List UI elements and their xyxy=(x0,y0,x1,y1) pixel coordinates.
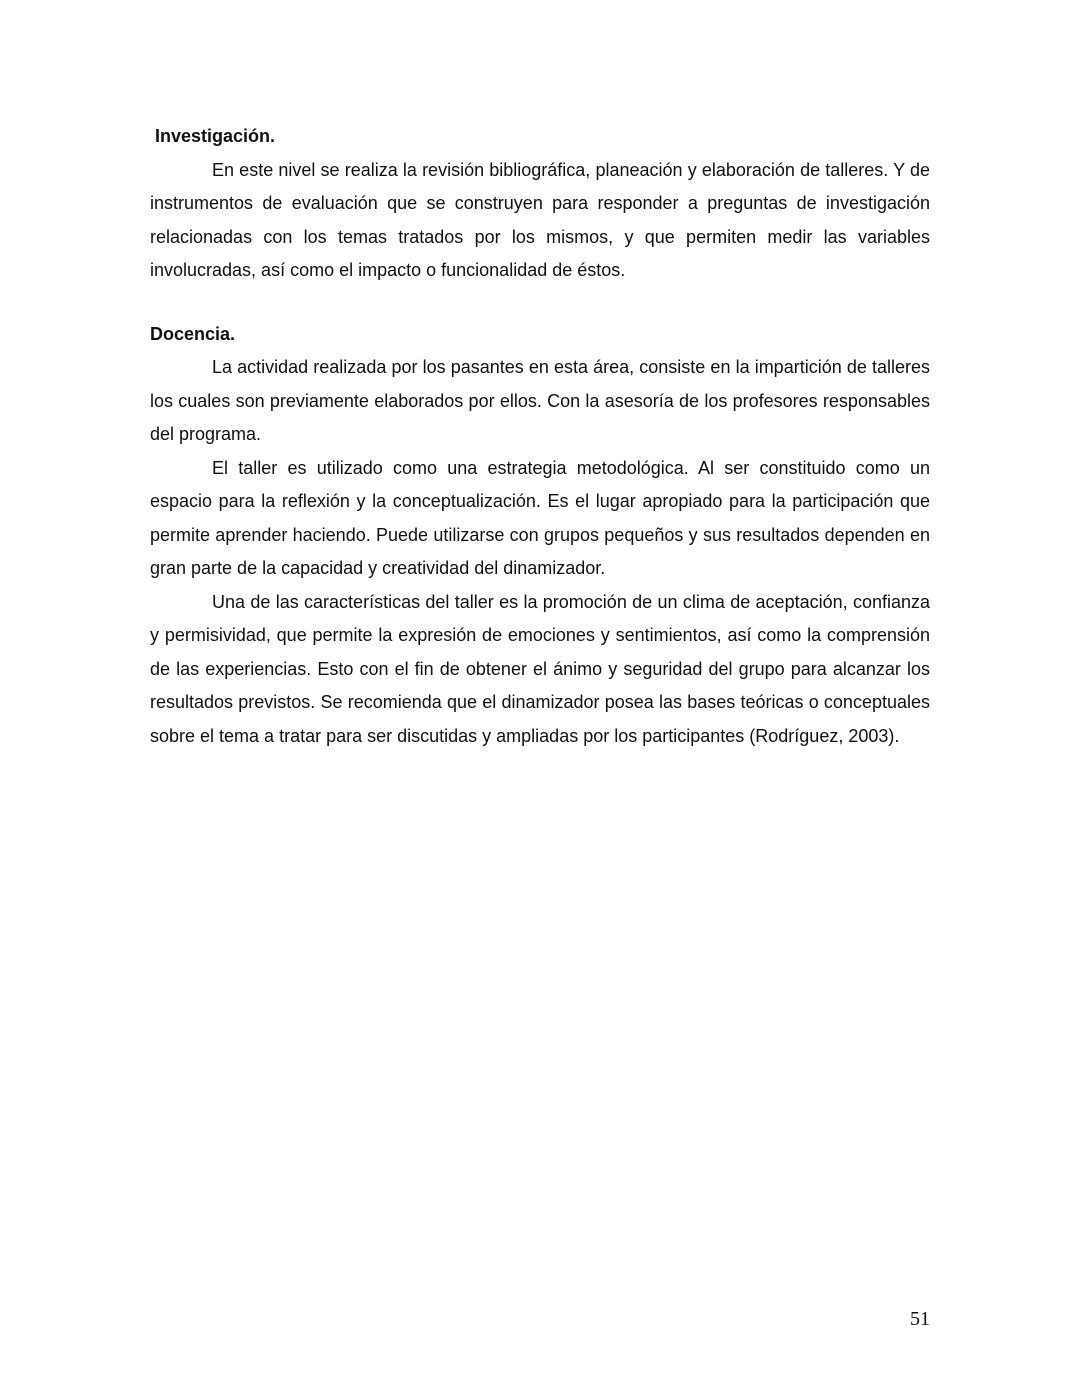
section-heading-docencia: Docencia. xyxy=(150,323,236,344)
page-number: 51 xyxy=(910,1308,930,1330)
paragraph-docencia-1: La actividad realizada por los pasantes en esta área, consiste en la impartición de talleres los cuales son previamente elaborados por ellos. Con la asesoría de los profesores responsables del programa. xyxy=(150,357,930,444)
section-docencia xyxy=(150,318,930,754)
section-spacer xyxy=(150,288,930,318)
paragraph-docencia-3: Una de las características del taller es la promoción de un clima de aceptación, confianza y permisividad, que permite la expresión de emociones y sentimientos, así como la comprensión de las experiencias. Esto con el fin de obtener el ánimo y seguridad del grupo para alcanzar los resultados previstos. Se recomienda que el dinamizador posea las bases teóricas o conceptuales sobre el tema a tratar para ser discutidas y ampliadas por los participantes (Rodríguez, 2003). xyxy=(150,591,930,746)
paragraph-docencia-2: El taller es utilizado como una estrategia metodológica. Al ser constituido como un espacio para la reflexión y la conceptualización. Es el lugar apropiado para la participación que permite aprender haciendo. Puede utilizarse con grupos pequeños y sus resultados dependen en gran parte de la capacidad y creatividad del dinamizador. xyxy=(150,457,930,578)
section-heading-investigacion: Investigación. xyxy=(155,126,276,146)
document-page xyxy=(150,120,930,753)
paragraph-investigacion-1: En este nivel se realiza la revisión bibliográfica, planeación y elaboración de talleres. Y de instrumentos de evaluación que se construyen para responder a preguntas de investigación relacionadas con los temas tratados por los mismos, y que permiten medir las variables involucradas, así como el impacto o funcionalidad de éstos. xyxy=(150,159,930,280)
section-investigacion xyxy=(150,120,930,288)
